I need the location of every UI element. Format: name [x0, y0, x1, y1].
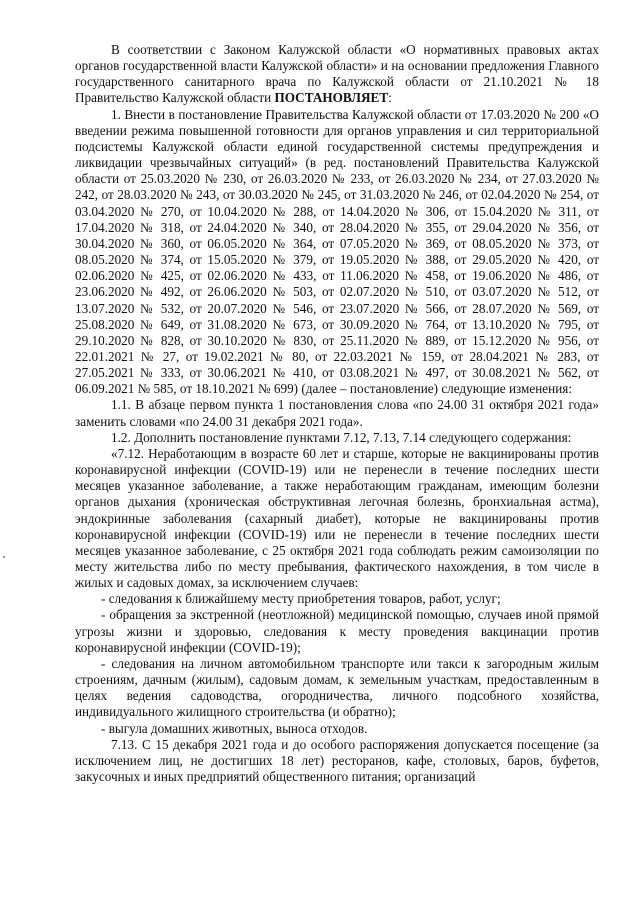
item-1-paragraph: 1. Внести в постановление Правительства Калужской области от 17.03.2020 № 200 «О введении режима повышенной готовности для органов управления и сил территориальной подсистемы Калужской области единой государственной системы предупреждения и ликвидации чрезвычайных ситуаций» (в ред. постановлений Правительства Калужской области от 25.03.2020 № 230, от 26.03.2020 № 233, от 26.03.2020 № 234, от 27.03.2020 № 242, от 28.03.2020 № 243, от 30.03.2020 № 245, от 31.03.2020 № 246, от 02.04.2020 № 254, от 03.04.2020 № 270, от 10.04.2020 № 288, от 14.04.2020 № 306, от 15.04.2020 № 311, от 17.04.2020 № 318, от 24.04.2020 № 340, от 28.04.2020 № 355, от 29.04.2020 № 356, от 30.04.2020 № 360, от 06.05.2020 № 364, от 07.05.2020 № 369, от 08.05.2020 № 373, от 08.05.2020 № 374, от 15.05.2020 № 379, от 19.05.2020 № 388, от 29.05.2020 № 420, от 02.06.2020 № 425, от 02.06.2020 № 433, от 11.06.2020 № 458, от 19.06.2020 № 486, от 23.06.2020 № 492, от 26.06.2020 № 503, от 02.07.2020 № 510, от 03.07.2020 № 512, от 13.07.2020 № 532, от 20.07.2020 № 546, от 23.07.2020 № 566, от 28.07.2020 № 569, от 25.08.2020 № 649, от 31.08.2020 № 673, от 30.09.2020 № 764, от 13.10.2020 № 795, от 29.10.2020 № 828, от 30.10.2020 № 830, от 25.11.2020 № 889, от 15.12.2020 № 956, от 22.01.2021 № 27, от 19.02.2021 № 80, от 22.03.2021 № 159, от 28.04.2021 № 283, от 27.05.2021 № 333, от 30.06.2021 № 410, от 03.08.2021 № 497, от 30.08.2021 № 562, от 06.09.2021 № 585, от 18.10.2021 № 699) (далее – постановление) следующие изменения: [75, 106, 599, 397]
item-1-2-paragraph: 1.2. Дополнить постановление пунктами 7.12, 7.13, 7.14 следующего содержания: [111, 429, 572, 445]
bullet-item: - выгула домашних животных, выноса отходов. [101, 720, 368, 736]
scan-dot [3, 556, 5, 558]
item-1-1-paragraph: 1.1. В абзаце первом пункта 1 постановления слова «по 24.00 31 октября 2021 года» заменить словами «по 24.00 31 декабря 2021 года». [75, 397, 599, 429]
intro-paragraph [75, 42, 599, 107]
bullet-item: - обращения за экстренной (неотложной) медицинской помощью, случаев иной прямой угрозы жизни и здоровью, следования к месту проведения вакцинации против коронавирусной инфекции (COVID-19); [75, 607, 599, 655]
intro-colon: : [388, 90, 392, 106]
item-7-13-paragraph: 7.13. С 15 декабря 2021 года и до особого распоряжения допускается посещение (за исключением лиц, не достигших 18 лет) ресторанов, кафе, столовых, баров, буфетов, закусочных и иных предприятий общественного питания; организаций [75, 736, 599, 785]
intro-keyword: ПОСТАНОВЛЯЕТ [274, 90, 389, 106]
bullet-item: - следования к ближайшему месту приобретения товаров, работ, услуг; [101, 591, 501, 607]
document-page [75, 42, 599, 785]
item-7-12-paragraph: «7.12. Неработающим в возрасте 60 лет и старше, которые не вакцинированы против коронавирусной инфекции (COVID-19) или не перенесли в течение последних шести месяцев указанное заболевание, а также неработающим гражданам, имеющим болезни органов дыхания (хроническая обструктивная легочная болезнь, бронхиальная астма), эндокринные заболевания (сахарный диабет), которые не вакцинированы против коронавирусной инфекции (COVID-19) или не перенесли в течение последних шести месяцев указанное заболевание, с 25 октября 2021 года соблюдать режим самоизоляции по месту жительства либо по месту пребывания, фактического нахождения, в том числе в жилых и садовых домах, за исключением случаев: [75, 445, 599, 591]
bullet-item: - следования на личном автомобильном транспорте или такси к загородным жилым строениям, дачным (жилым), садовым домам, к земельным участкам, предоставленным в целях ведения садоводства, огородничества, личного подсобного хозяйства, индивидуального жилищного строительства (и обратно); [75, 655, 599, 720]
intro-text: В соответствии с Законом Калужской области «О нормативных правовых актах органов государственной власти Калужской области» и на основании предложения Главного государственного санитарного врача по Калужской области от 21.10.2021 № 18 Правительство Калужской области [75, 42, 599, 106]
